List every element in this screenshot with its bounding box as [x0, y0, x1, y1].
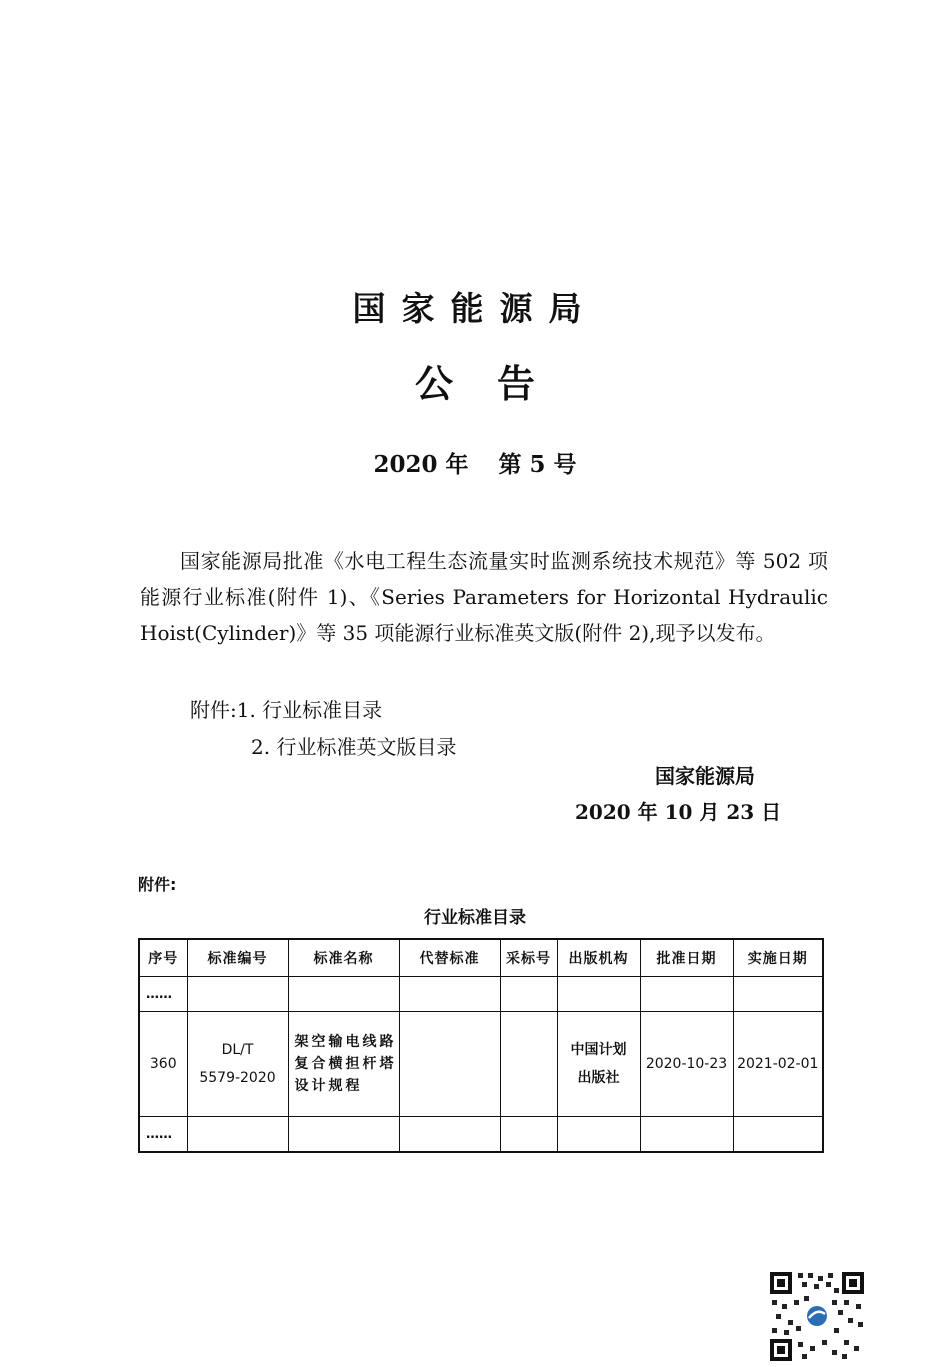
signature-org: 国家能源局 [655, 764, 755, 788]
standards-table [138, 938, 824, 1153]
notice-year: 2020 年 [373, 451, 469, 478]
qr-code-icon [768, 1270, 866, 1363]
table-row [139, 977, 823, 1012]
attachment-1: 附件:1. 行业标准目录 [190, 698, 383, 722]
row-publisher-line2: 出版社 [577, 1070, 620, 1086]
row-publisher-line1: 中国计划 [570, 1042, 627, 1058]
row-seq: 360 [139, 1012, 187, 1117]
agency-title: 国家能源局 [352, 289, 598, 328]
col-header-approved: 批准日期 [640, 939, 733, 977]
ellipsis-cell: …… [139, 977, 187, 1012]
ellipsis-cell: …… [139, 1117, 187, 1153]
table-header-row [139, 939, 823, 977]
col-header-name: 标准名称 [288, 939, 399, 977]
col-header-seq: 序号 [139, 939, 187, 977]
row-effective-date: 2021-02-01 [733, 1012, 823, 1117]
row-approved-date: 2020-10-23 [640, 1012, 733, 1117]
col-header-code: 标准编号 [187, 939, 288, 977]
notice-paragraph: 国家能源局批准《水电工程生态流量实时监测系统技术规范》等 502 项能源行业标准(附件 1)、《Series Parameters for Horizontal Hydraulic Hoist(Cylinder)》等 35 项能源行业标准英文版(附件 2),现予以发布。 [140, 549, 828, 645]
row-name: 架空输电线路复合横担杆塔设计规程 [288, 1012, 399, 1117]
row-replaces [399, 1012, 500, 1117]
table-row [139, 1117, 823, 1153]
signature-date: 2020 年 10 月 23 日 [575, 800, 782, 824]
notice-serial: 第 5 号 [498, 451, 577, 478]
notice-number [0, 446, 950, 479]
table-title: 行业标准目录 [424, 908, 526, 928]
row-publisher [557, 1012, 640, 1117]
col-header-effective: 实施日期 [733, 939, 823, 977]
row-adopted [500, 1012, 557, 1117]
row-code-number: 5579-2020 [199, 1070, 276, 1086]
annex-label: 附件: [138, 875, 177, 894]
row-code-prefix: DL/T [221, 1042, 254, 1058]
row-code [187, 1012, 288, 1117]
table-row [139, 1012, 823, 1117]
notice-title: 公告 [414, 361, 579, 406]
attachment-2: 2. 行业标准英文版目录 [251, 735, 457, 759]
col-header-publisher: 出版机构 [557, 939, 640, 977]
notice-body [140, 543, 828, 651]
col-header-adopted: 采标号 [500, 939, 557, 977]
col-header-replaces: 代替标准 [399, 939, 500, 977]
